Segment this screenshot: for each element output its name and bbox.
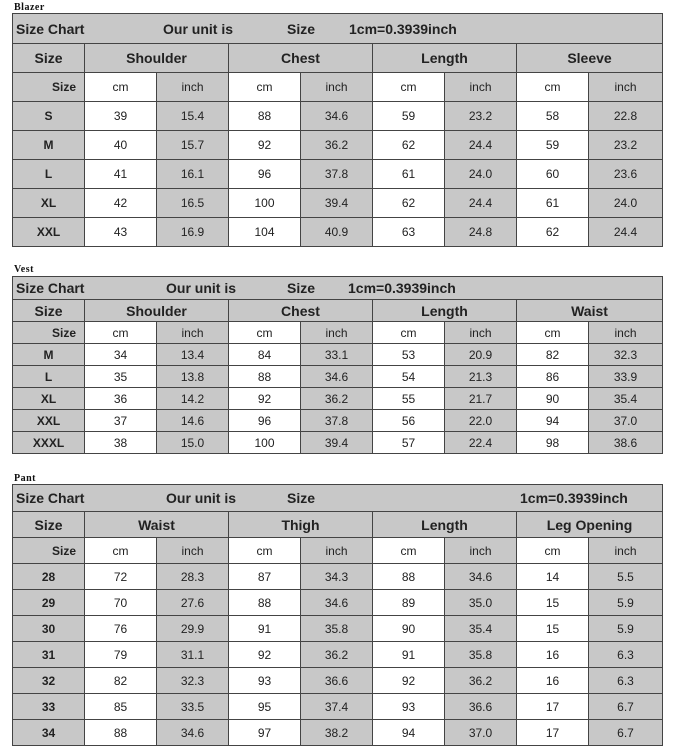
size-cell: XXL	[13, 218, 85, 247]
size-cell: 31	[13, 642, 85, 668]
inch-value-cell: 6.3	[589, 642, 663, 668]
title-cell	[13, 485, 663, 512]
inch-value-cell: 36.6	[301, 668, 373, 694]
size-cell: M	[13, 344, 85, 366]
size-cell: XXL	[13, 410, 85, 432]
inch-value-cell: 37.0	[589, 410, 663, 432]
inch-value-cell: 35.4	[589, 388, 663, 410]
unit-size-label: Size	[13, 73, 85, 102]
size-cell: S	[13, 102, 85, 131]
table-row	[13, 218, 663, 247]
table-row	[13, 189, 663, 218]
inch-value-cell: 29.9	[157, 616, 229, 642]
column-header: Sleeve	[517, 44, 663, 73]
unit-inch: inch	[445, 538, 517, 564]
title-row	[13, 14, 663, 44]
size-cell: 33	[13, 694, 85, 720]
cm-value-cell: 58	[517, 102, 589, 131]
title-size: Size	[287, 280, 316, 296]
cm-value-cell: 15	[517, 590, 589, 616]
inch-value-cell: 35.4	[445, 616, 517, 642]
unit-cm: cm	[85, 73, 157, 102]
inch-value-cell: 34.3	[301, 564, 373, 590]
unit-inch: inch	[301, 538, 373, 564]
title-conversion: 1cm=0.3939inch	[349, 20, 457, 37]
table-row	[13, 564, 663, 590]
inch-value-cell: 40.9	[301, 218, 373, 247]
size-cell: XXXL	[13, 432, 85, 454]
cm-value-cell: 59	[517, 131, 589, 160]
inch-value-cell: 15.4	[157, 102, 229, 131]
inch-value-cell: 16.1	[157, 160, 229, 189]
inch-value-cell: 36.2	[301, 642, 373, 668]
title-size: Size	[287, 490, 316, 506]
table-row	[13, 160, 663, 189]
cm-value-cell: 92	[229, 642, 301, 668]
cm-value-cell: 92	[229, 388, 301, 410]
inch-value-cell: 39.4	[301, 189, 373, 218]
unit-inch: inch	[589, 322, 663, 344]
inch-value-cell: 6.7	[589, 694, 663, 720]
cm-value-cell: 70	[85, 590, 157, 616]
column-header: Shoulder	[85, 300, 229, 322]
cm-value-cell: 94	[373, 720, 445, 746]
size-cell: 28	[13, 564, 85, 590]
inch-value-cell: 5.9	[589, 616, 663, 642]
vest-size-table	[12, 276, 663, 454]
column-header-row	[13, 300, 663, 322]
table-row	[13, 344, 663, 366]
column-header: Chest	[229, 44, 373, 73]
cm-value-cell: 95	[229, 694, 301, 720]
cm-value-cell: 100	[229, 189, 301, 218]
cm-value-cell: 57	[373, 432, 445, 454]
size-cell: L	[13, 366, 85, 388]
cm-value-cell: 96	[229, 410, 301, 432]
inch-value-cell: 37.8	[301, 160, 373, 189]
inch-value-cell: 33.1	[301, 344, 373, 366]
inch-value-cell: 21.7	[445, 388, 517, 410]
inch-value-cell: 33.5	[157, 694, 229, 720]
inch-value-cell: 22.8	[589, 102, 663, 131]
table-row	[13, 366, 663, 388]
size-cell: 32	[13, 668, 85, 694]
cm-value-cell: 16	[517, 642, 589, 668]
table-row	[13, 668, 663, 694]
cm-value-cell: 36	[85, 388, 157, 410]
cm-value-cell: 53	[373, 344, 445, 366]
cm-value-cell: 87	[229, 564, 301, 590]
title-our-unit: Our unit is	[166, 490, 236, 506]
unit-cm: cm	[229, 538, 301, 564]
cm-value-cell: 59	[373, 102, 445, 131]
column-header: Size	[13, 300, 85, 322]
inch-value-cell: 36.2	[301, 131, 373, 160]
column-header: Shoulder	[85, 44, 229, 73]
unit-row	[13, 73, 663, 102]
unit-inch: inch	[301, 73, 373, 102]
inch-value-cell: 36.2	[445, 668, 517, 694]
cm-value-cell: 17	[517, 694, 589, 720]
unit-cm: cm	[373, 322, 445, 344]
inch-value-cell: 35.0	[445, 590, 517, 616]
column-header: Size	[13, 512, 85, 538]
size-cell: M	[13, 131, 85, 160]
inch-value-cell: 34.6	[301, 102, 373, 131]
cm-value-cell: 85	[85, 694, 157, 720]
inch-value-cell: 38.2	[301, 720, 373, 746]
cm-value-cell: 90	[373, 616, 445, 642]
cm-value-cell: 61	[517, 189, 589, 218]
inch-value-cell: 6.3	[589, 668, 663, 694]
cm-value-cell: 88	[85, 720, 157, 746]
inch-value-cell: 23.2	[589, 131, 663, 160]
size-cell: L	[13, 160, 85, 189]
table-row	[13, 131, 663, 160]
cm-value-cell: 93	[373, 694, 445, 720]
unit-cm: cm	[229, 73, 301, 102]
inch-value-cell: 24.4	[445, 131, 517, 160]
cm-value-cell: 91	[373, 642, 445, 668]
inch-value-cell: 24.0	[589, 189, 663, 218]
cm-value-cell: 72	[85, 564, 157, 590]
inch-value-cell: 34.6	[445, 564, 517, 590]
cm-value-cell: 16	[517, 668, 589, 694]
title-size-chart: Size Chart	[16, 490, 85, 506]
size-cell: 29	[13, 590, 85, 616]
cm-value-cell: 76	[85, 616, 157, 642]
cm-value-cell: 90	[517, 388, 589, 410]
column-header: Length	[373, 44, 517, 73]
inch-value-cell: 23.2	[445, 102, 517, 131]
table-row	[13, 590, 663, 616]
cm-value-cell: 41	[85, 160, 157, 189]
inch-value-cell: 23.6	[589, 160, 663, 189]
inch-value-cell: 36.6	[445, 694, 517, 720]
column-header: Waist	[85, 512, 229, 538]
inch-value-cell: 34.6	[301, 590, 373, 616]
column-header: Thigh	[229, 512, 373, 538]
inch-value-cell: 24.4	[445, 189, 517, 218]
cm-value-cell: 79	[85, 642, 157, 668]
inch-value-cell: 20.9	[445, 344, 517, 366]
cm-value-cell: 60	[517, 160, 589, 189]
inch-value-cell: 13.4	[157, 344, 229, 366]
unit-size-label: Size	[13, 538, 85, 564]
table-row	[13, 432, 663, 454]
cm-value-cell: 96	[229, 160, 301, 189]
vest-section-label: Vest	[14, 264, 34, 275]
cm-value-cell: 82	[517, 344, 589, 366]
cm-value-cell: 98	[517, 432, 589, 454]
inch-value-cell: 37.4	[301, 694, 373, 720]
inch-value-cell: 33.9	[589, 366, 663, 388]
title-content	[13, 485, 662, 511]
unit-inch: inch	[589, 73, 663, 102]
inch-value-cell: 24.4	[589, 218, 663, 247]
unit-cm: cm	[373, 538, 445, 564]
cm-value-cell: 38	[85, 432, 157, 454]
inch-value-cell: 14.2	[157, 388, 229, 410]
unit-cm: cm	[517, 322, 589, 344]
unit-inch: inch	[157, 73, 229, 102]
unit-inch: inch	[445, 322, 517, 344]
unit-row	[13, 322, 663, 344]
title-cell	[13, 14, 663, 44]
blazer-section-label: Blazer	[14, 2, 45, 13]
column-header: Leg Opening	[517, 512, 663, 538]
inch-value-cell: 34.6	[157, 720, 229, 746]
unit-row	[13, 538, 663, 564]
title-size: Size	[287, 20, 316, 37]
cm-value-cell: 104	[229, 218, 301, 247]
unit-inch: inch	[157, 322, 229, 344]
cm-value-cell: 56	[373, 410, 445, 432]
inch-value-cell: 31.1	[157, 642, 229, 668]
inch-value-cell: 27.6	[157, 590, 229, 616]
inch-value-cell: 5.9	[589, 590, 663, 616]
inch-value-cell: 24.8	[445, 218, 517, 247]
cm-value-cell: 94	[517, 410, 589, 432]
title-size-chart: Size Chart	[16, 20, 85, 37]
table-row	[13, 642, 663, 668]
unit-inch: inch	[445, 73, 517, 102]
cm-value-cell: 82	[85, 668, 157, 694]
cm-value-cell: 39	[85, 102, 157, 131]
cm-value-cell: 55	[373, 388, 445, 410]
inch-value-cell: 5.5	[589, 564, 663, 590]
cm-value-cell: 54	[373, 366, 445, 388]
title-row	[13, 277, 663, 300]
table-row	[13, 616, 663, 642]
inch-value-cell: 16.9	[157, 218, 229, 247]
cm-value-cell: 40	[85, 131, 157, 160]
cm-value-cell: 89	[373, 590, 445, 616]
unit-inch: inch	[157, 538, 229, 564]
blazer-size-table	[12, 13, 663, 247]
pant-size-table	[12, 484, 663, 746]
table-row	[13, 694, 663, 720]
inch-value-cell: 22.0	[445, 410, 517, 432]
inch-value-cell: 14.6	[157, 410, 229, 432]
title-conversion: 1cm=0.3939inch	[520, 490, 628, 506]
inch-value-cell: 24.0	[445, 160, 517, 189]
unit-cm: cm	[517, 73, 589, 102]
cm-value-cell: 97	[229, 720, 301, 746]
size-cell: 30	[13, 616, 85, 642]
pant-section-label: Pant	[14, 473, 36, 484]
table-row	[13, 720, 663, 746]
cm-value-cell: 100	[229, 432, 301, 454]
title-our-unit: Our unit is	[163, 20, 233, 37]
inch-value-cell: 35.8	[301, 616, 373, 642]
cm-value-cell: 14	[517, 564, 589, 590]
inch-value-cell: 6.7	[589, 720, 663, 746]
title-cell	[13, 277, 663, 300]
unit-inch: inch	[301, 322, 373, 344]
inch-value-cell: 15.0	[157, 432, 229, 454]
unit-size-label: Size	[13, 322, 85, 344]
cm-value-cell: 35	[85, 366, 157, 388]
inch-value-cell: 13.8	[157, 366, 229, 388]
cm-value-cell: 88	[373, 564, 445, 590]
unit-inch: inch	[589, 538, 663, 564]
cm-value-cell: 86	[517, 366, 589, 388]
column-header: Length	[373, 300, 517, 322]
unit-cm: cm	[373, 73, 445, 102]
size-cell: XL	[13, 189, 85, 218]
title-content	[13, 14, 662, 43]
unit-cm: cm	[517, 538, 589, 564]
inch-value-cell: 15.7	[157, 131, 229, 160]
cm-value-cell: 37	[85, 410, 157, 432]
inch-value-cell: 35.8	[445, 642, 517, 668]
title-our-unit: Our unit is	[166, 280, 236, 296]
title-row	[13, 485, 663, 512]
cm-value-cell: 62	[517, 218, 589, 247]
column-header: Waist	[517, 300, 663, 322]
column-header-row	[13, 512, 663, 538]
cm-value-cell: 42	[85, 189, 157, 218]
cm-value-cell: 92	[373, 668, 445, 694]
cm-value-cell: 92	[229, 131, 301, 160]
cm-value-cell: 62	[373, 189, 445, 218]
column-header: Chest	[229, 300, 373, 322]
inch-value-cell: 32.3	[589, 344, 663, 366]
title-size-chart: Size Chart	[16, 280, 85, 296]
table-row	[13, 410, 663, 432]
cm-value-cell: 84	[229, 344, 301, 366]
cm-value-cell: 91	[229, 616, 301, 642]
inch-value-cell: 38.6	[589, 432, 663, 454]
inch-value-cell: 37.0	[445, 720, 517, 746]
column-header-row	[13, 44, 663, 73]
inch-value-cell: 32.3	[157, 668, 229, 694]
inch-value-cell: 39.4	[301, 432, 373, 454]
inch-value-cell: 36.2	[301, 388, 373, 410]
cm-value-cell: 63	[373, 218, 445, 247]
cm-value-cell: 17	[517, 720, 589, 746]
cm-value-cell: 88	[229, 102, 301, 131]
unit-cm: cm	[85, 538, 157, 564]
inch-value-cell: 21.3	[445, 366, 517, 388]
inch-value-cell: 22.4	[445, 432, 517, 454]
inch-value-cell: 34.6	[301, 366, 373, 388]
size-cell: XL	[13, 388, 85, 410]
inch-value-cell: 37.8	[301, 410, 373, 432]
column-header: Length	[373, 512, 517, 538]
inch-value-cell: 16.5	[157, 189, 229, 218]
cm-value-cell: 88	[229, 590, 301, 616]
unit-cm: cm	[229, 322, 301, 344]
unit-cm: cm	[85, 322, 157, 344]
cm-value-cell: 34	[85, 344, 157, 366]
inch-value-cell: 28.3	[157, 564, 229, 590]
cm-value-cell: 93	[229, 668, 301, 694]
cm-value-cell: 15	[517, 616, 589, 642]
size-cell: 34	[13, 720, 85, 746]
title-content	[13, 277, 662, 299]
table-row	[13, 102, 663, 131]
column-header: Size	[13, 44, 85, 73]
cm-value-cell: 62	[373, 131, 445, 160]
cm-value-cell: 88	[229, 366, 301, 388]
table-row	[13, 388, 663, 410]
cm-value-cell: 43	[85, 218, 157, 247]
cm-value-cell: 61	[373, 160, 445, 189]
title-conversion: 1cm=0.3939inch	[348, 280, 456, 296]
